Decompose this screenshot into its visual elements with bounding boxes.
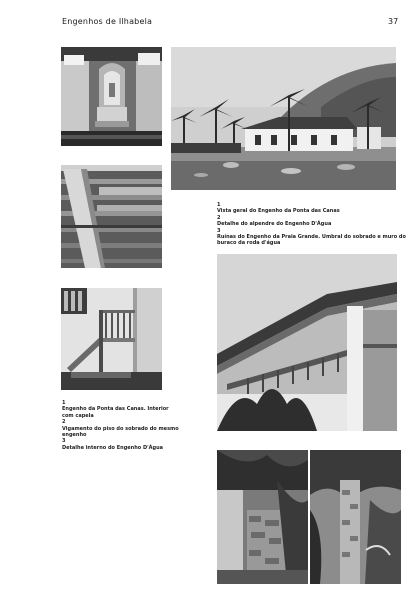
- photo-floor-beams: [61, 165, 162, 268]
- photo-ruins-doorway: [217, 450, 308, 584]
- page-header-title: Engenhos de Ilhabela: [62, 17, 153, 26]
- caption-number: 3: [217, 227, 221, 234]
- photo-general-view-engenho: [171, 47, 396, 190]
- caption-number: 1: [217, 202, 221, 208]
- caption-number: 2: [62, 419, 66, 426]
- caption-text: Engenho da Ponta das Canas. Interior: [62, 406, 169, 413]
- caption-text: Ruínas do Engenho da Praia Grande. Umbral do sobrado e muro do: [217, 234, 406, 241]
- photo-ruins-water-wheel-wall: [310, 450, 401, 584]
- caption-text: Vigamento do piso do sobrado do mesmo: [62, 425, 179, 432]
- caption-block-right: [217, 202, 406, 247]
- caption-text: Detalhe interno do Engenho D'Água: [62, 444, 164, 451]
- photo-chapel-interior: [61, 47, 162, 146]
- caption-text: com capela: [62, 412, 94, 419]
- caption-number: 3: [62, 438, 66, 445]
- caption-number: 1: [62, 400, 66, 406]
- caption-text: buraco da roda d'água: [217, 240, 281, 247]
- photo-veranda-engenho-dagua: [217, 254, 397, 431]
- caption-text: engenho: [62, 432, 87, 439]
- page-number: 37: [388, 17, 399, 26]
- caption-text: Vista geral do Engenho da Ponta das Canas: [217, 208, 340, 215]
- caption-block-left: [62, 400, 179, 451]
- photo-staircase: [61, 288, 162, 390]
- caption-text: Detalhe do alpendre do Engenho D'Água: [217, 221, 332, 228]
- caption-number: 2: [217, 214, 221, 221]
